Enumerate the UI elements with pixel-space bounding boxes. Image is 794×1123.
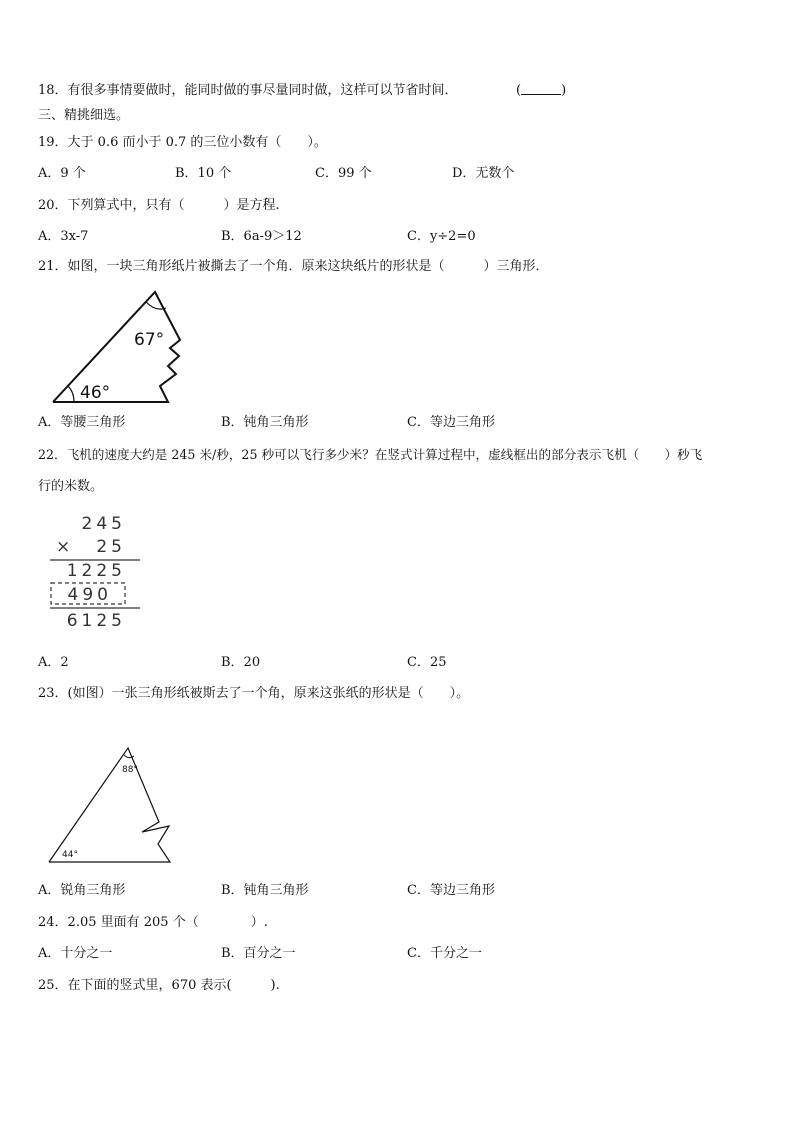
q22-row-1225: 1225 (66, 561, 126, 581)
q22-option-a[interactable]: A．2 (38, 655, 69, 670)
q21-angle-left-label: 46° (80, 383, 111, 403)
q19-option-a[interactable]: A．9 个 (38, 166, 86, 181)
q21-triangle-figure (48, 288, 188, 408)
q20-option-b[interactable]: B．6a-9＞12 (221, 229, 302, 244)
q20-option-c[interactable]: C．y÷2=0 (407, 229, 476, 244)
q18-text (38, 82, 458, 100)
q19-option-d[interactable]: D．无数个 (452, 166, 515, 181)
q21-text: 21．如图，一块三角形纸片被撕去了一个角．原来这块纸片的形状是（ ）三角形． (38, 259, 549, 274)
q21-option-b[interactable]: B．钝角三角形 (221, 415, 309, 430)
q24-option-b[interactable]: B．百分之一 (221, 946, 296, 961)
q23-option-c[interactable]: C．等边三角形 (407, 883, 495, 898)
q18-stem: 18．有很多事情要做时，能同时做的事尽量同时做，这样可以节省时间． (38, 83, 458, 98)
q22-row-490: 490 (67, 585, 112, 605)
q22-text-line2: 行的米数。 (38, 479, 104, 494)
q23-top-angle-arc (124, 755, 134, 758)
q19-option-c[interactable]: C．99 个 (315, 166, 372, 181)
q23-torn-triangle (49, 748, 170, 862)
q24-text: 24．2.05 里面有 205 个（ ）. (38, 915, 268, 930)
q23-angle-top-label: 88° (122, 765, 138, 775)
q20-text: 20．下列算式中，只有（ ）是方程. (38, 198, 280, 213)
q18-blank-line (521, 82, 561, 95)
q18-paren-close: ) (561, 83, 567, 98)
q18-paren-open: ( (516, 83, 522, 98)
q19-option-b[interactable]: B．10 个 (175, 166, 232, 181)
q23-option-b[interactable]: B．钝角三角形 (221, 883, 309, 898)
q22-option-c[interactable]: C．25 (407, 655, 447, 670)
q23-option-a[interactable]: A．锐角三角形 (38, 883, 126, 898)
q20-option-a[interactable]: A．3x-7 (38, 229, 89, 244)
q21-option-a[interactable]: A．等腰三角形 (38, 415, 126, 430)
q24-option-a[interactable]: A．十分之一 (38, 946, 113, 961)
q22-row-6125: 6125 (66, 611, 126, 631)
q22-text-line1: 22．飞机的速度大约是 245 米/秒，25 秒可以飞行多少米？在竖式计算过程中，虚线框出的部分表示飞机（ ）秒飞 (38, 447, 703, 462)
q23-triangle-figure (46, 744, 176, 866)
q23-angle-left-label: 44° (62, 850, 78, 860)
section3-title: 三、精挑细选。 (38, 108, 130, 123)
q19-text: 19．大于 0.6 而小于 0.7 的三位小数有（ ）。 (38, 135, 327, 150)
q24-option-c[interactable]: C．千分之一 (407, 946, 482, 961)
q22-option-b[interactable]: B．20 (221, 655, 261, 670)
q22-row-245: 245 (81, 514, 126, 534)
q25-text: 25．在下面的竖式里，670 表示( ). (38, 978, 280, 993)
q18-answer-blank[interactable] (516, 82, 566, 100)
q21-angle-top-label: 67° (134, 330, 165, 350)
q22-vertical-multiplication (44, 512, 144, 632)
q21-option-c[interactable]: C．等边三角形 (407, 415, 495, 430)
q22-times-sign: × (56, 537, 71, 557)
q21-left-angle-arc (68, 386, 74, 402)
q23-text: 23．(如图）一张三角形纸被斯去了一个角，原来这张纸的形状是（ ）。 (38, 686, 470, 701)
q22-row-25: 25 (96, 537, 126, 557)
